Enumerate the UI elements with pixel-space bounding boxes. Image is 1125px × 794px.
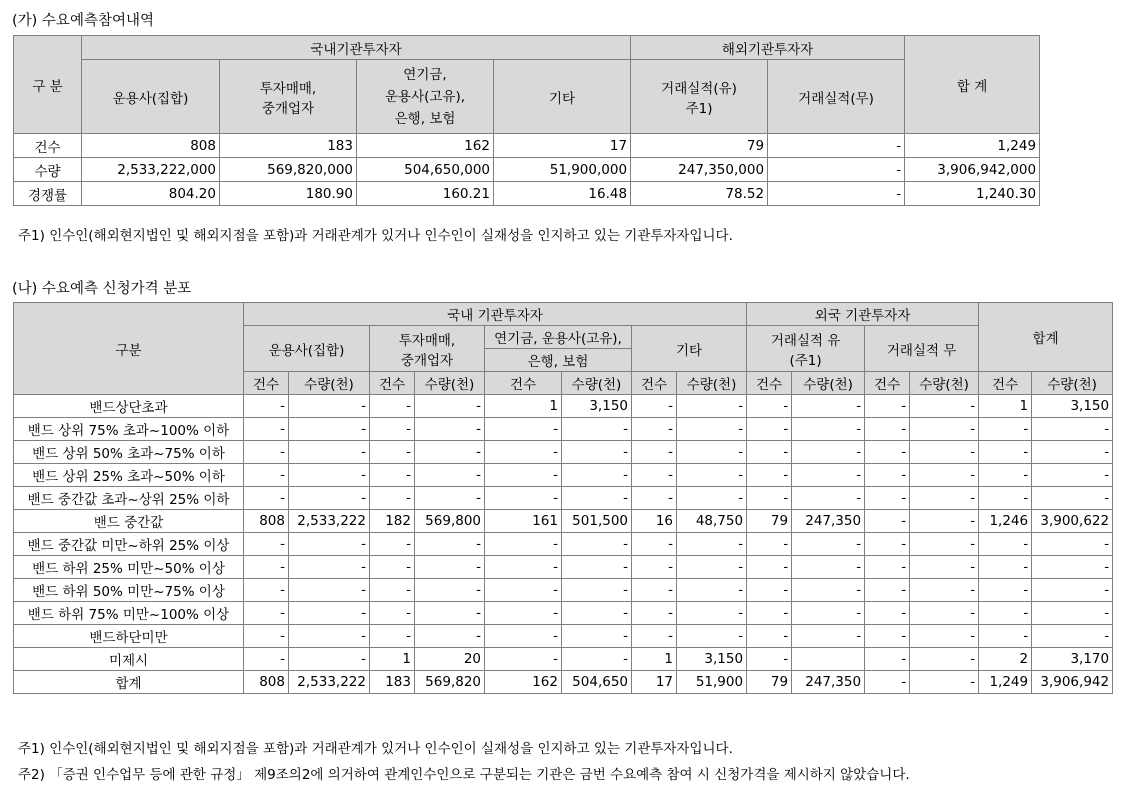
cell: 3,150 [1032, 395, 1113, 418]
subheader-qty: 수량(천) [289, 372, 370, 395]
cell: - [747, 418, 792, 441]
cell: 48,750 [677, 510, 747, 533]
table-row [14, 625, 1113, 648]
header-without-record: 거래실적 무 [865, 326, 979, 372]
cell: - [289, 602, 370, 625]
cell: - [677, 556, 747, 579]
header-broker-line1: 투자매매, [259, 80, 317, 97]
cell: - [244, 395, 289, 418]
cell: - [865, 625, 910, 648]
cell: - [865, 464, 910, 487]
cell: 808 [82, 134, 220, 158]
cell: 79 [747, 510, 792, 533]
cell: - [792, 464, 865, 487]
cell: - [485, 418, 562, 441]
table-row [14, 464, 1113, 487]
cell: 51,900 [677, 671, 747, 694]
header-category: 구분 [14, 303, 244, 395]
cell: - [632, 395, 677, 418]
header-pension-line1: 연기금, [403, 66, 447, 83]
subheader-qty: 수량(천) [415, 372, 485, 395]
cell: - [677, 625, 747, 648]
price-distribution-table [13, 302, 1113, 694]
cell: - [244, 625, 289, 648]
cell: - [1032, 464, 1113, 487]
cell: - [677, 464, 747, 487]
table-row [14, 441, 1113, 464]
cell: 2,533,222 [289, 510, 370, 533]
cell: 1 [979, 395, 1032, 418]
table-row [14, 487, 1113, 510]
cell: - [792, 602, 865, 625]
cell: - [747, 648, 792, 671]
cell: 183 [370, 671, 415, 694]
cell: - [792, 556, 865, 579]
cell: - [562, 556, 632, 579]
cell: 20 [415, 648, 485, 671]
cell: - [910, 418, 979, 441]
cell: 2,533,222 [289, 671, 370, 694]
cell: 3,906,942 [1032, 671, 1113, 694]
cell: - [485, 648, 562, 671]
cell: - [415, 487, 485, 510]
cell: - [792, 487, 865, 510]
cell: - [910, 625, 979, 648]
cell: - [1032, 579, 1113, 602]
header-broker-line2: 중개업자 [261, 100, 315, 117]
cell: - [244, 602, 289, 625]
cell: - [910, 441, 979, 464]
cell: - [562, 648, 632, 671]
cell: - [747, 625, 792, 648]
row-label: 밴드상단초과 [14, 395, 244, 418]
section1-note1: 주1) 인수인(해외현지법인 및 해외지점을 포함)과 거래관계가 있거나 인수인이 실재성을 인지하고 있는 기관투자자입니다. [18, 228, 733, 244]
cell: - [979, 441, 1032, 464]
cell: - [632, 625, 677, 648]
cell: 247,350,000 [631, 158, 768, 182]
cell: - [562, 533, 632, 556]
row-label: 밴드 상위 50% 초과~75% 이하 [14, 441, 244, 464]
cell: 2 [979, 648, 1032, 671]
cell: - [415, 441, 485, 464]
cell: - [792, 395, 865, 418]
cell: - [910, 671, 979, 694]
cell: - [865, 579, 910, 602]
header-foreign: 해외기관투자자 [631, 36, 905, 60]
cell [792, 648, 865, 671]
cell: - [768, 158, 905, 182]
cell: 504,650 [562, 671, 632, 694]
cell: 16 [632, 510, 677, 533]
header-broker [220, 60, 357, 134]
header-pension-line3: 은행, 보험 [394, 110, 456, 127]
cell: - [747, 441, 792, 464]
cell: - [865, 648, 910, 671]
row-label: 밴드 중간값 초과~상위 25% 이하 [14, 487, 244, 510]
cell: - [677, 487, 747, 510]
row-label: 밴드 하위 50% 미만~75% 이상 [14, 579, 244, 602]
cell: - [677, 579, 747, 602]
cell: - [865, 441, 910, 464]
subheader-qty: 수량(천) [910, 372, 979, 395]
cell: 1 [370, 648, 415, 671]
subheader-qty: 수량(천) [677, 372, 747, 395]
cell: - [485, 625, 562, 648]
cell: - [562, 441, 632, 464]
cell: - [415, 625, 485, 648]
cell: - [910, 395, 979, 418]
cell: - [632, 579, 677, 602]
cell: 78.52 [631, 182, 768, 206]
cell: - [792, 418, 865, 441]
subheader-qty: 수량(천) [562, 372, 632, 395]
row-label: 밴드 상위 25% 초과~50% 이하 [14, 464, 244, 487]
cell: - [865, 395, 910, 418]
cell: 79 [747, 671, 792, 694]
cell: - [677, 395, 747, 418]
cell: 3,900,622 [1032, 510, 1113, 533]
cell: - [632, 533, 677, 556]
cell: - [244, 464, 289, 487]
subheader-qty: 수량(천) [792, 372, 865, 395]
cell: - [244, 418, 289, 441]
cell: - [485, 487, 562, 510]
header-asset-manager: 운용사(집합) [244, 326, 370, 372]
table-row [14, 648, 1113, 671]
header-pension [357, 60, 494, 134]
cell: - [370, 441, 415, 464]
cell: 3,150 [562, 395, 632, 418]
cell: - [485, 602, 562, 625]
cell: 162 [357, 134, 494, 158]
subheader-count: 건수 [244, 372, 289, 395]
cell: 3,906,942,000 [905, 158, 1040, 182]
cell: - [677, 441, 747, 464]
cell: - [979, 487, 1032, 510]
cell: - [415, 533, 485, 556]
cell: - [865, 602, 910, 625]
cell: 569,820 [415, 671, 485, 694]
section1-title: (가) 수요예측참여내역 [12, 13, 154, 29]
cell: - [792, 579, 865, 602]
cell: - [632, 464, 677, 487]
cell: 808 [244, 671, 289, 694]
cell: - [562, 602, 632, 625]
cell: - [910, 602, 979, 625]
cell: - [632, 441, 677, 464]
cell: 79 [631, 134, 768, 158]
cell: - [562, 579, 632, 602]
cell: - [289, 395, 370, 418]
cell: - [485, 533, 562, 556]
cell: - [1032, 602, 1113, 625]
cell: 1 [632, 648, 677, 671]
cell: - [865, 510, 910, 533]
cell: - [979, 625, 1032, 648]
cell: - [979, 464, 1032, 487]
cell: - [865, 533, 910, 556]
cell: - [910, 533, 979, 556]
row-label: 미제시 [14, 648, 244, 671]
cell: - [289, 441, 370, 464]
cell: - [747, 395, 792, 418]
table-row [14, 158, 1040, 182]
cell: - [1032, 625, 1113, 648]
cell: - [792, 533, 865, 556]
cell: - [370, 533, 415, 556]
row-label: 경쟁률 [14, 182, 82, 206]
header-without-record: 거래실적(무) [768, 60, 905, 134]
subheader-count: 건수 [632, 372, 677, 395]
cell: - [910, 487, 979, 510]
header-domestic: 국내 기관투자자 [244, 303, 747, 326]
cell: - [865, 671, 910, 694]
cell: - [677, 533, 747, 556]
cell: - [562, 625, 632, 648]
row-label: 밴드 하위 25% 미만~50% 이상 [14, 556, 244, 579]
table-row [14, 579, 1113, 602]
header-pension-line2: 운용사(고유), [384, 88, 466, 105]
cell: 162 [485, 671, 562, 694]
cell: 1,246 [979, 510, 1032, 533]
row-label: 수량 [14, 158, 82, 182]
cell: 17 [632, 671, 677, 694]
cell: - [370, 464, 415, 487]
cell: - [244, 648, 289, 671]
cell: - [289, 648, 370, 671]
cell: - [979, 556, 1032, 579]
cell: - [1032, 418, 1113, 441]
cell: - [910, 510, 979, 533]
header-category: 구 분 [14, 36, 82, 134]
cell: 569,820,000 [220, 158, 357, 182]
cell: - [910, 464, 979, 487]
cell: - [910, 648, 979, 671]
cell: - [370, 602, 415, 625]
cell: 1,240.30 [905, 182, 1040, 206]
cell: - [370, 579, 415, 602]
section2-title: (나) 수요예측 신청가격 분포 [12, 281, 192, 297]
cell: 16.48 [494, 182, 631, 206]
cell: - [289, 579, 370, 602]
header-other: 기타 [632, 326, 747, 372]
cell: - [485, 579, 562, 602]
cell: - [747, 533, 792, 556]
header-other: 기타 [494, 60, 631, 134]
cell: - [865, 487, 910, 510]
cell: - [979, 602, 1032, 625]
table-row [14, 182, 1040, 206]
cell: - [289, 556, 370, 579]
table-row [14, 395, 1113, 418]
cell: 3,170 [1032, 648, 1113, 671]
row-label: 합계 [14, 671, 244, 694]
table-row [14, 602, 1113, 625]
cell: - [415, 579, 485, 602]
header-with-record-line1: 거래실적(유) [661, 80, 737, 97]
cell: 1,249 [905, 134, 1040, 158]
table-row [14, 510, 1113, 533]
header-with-record [631, 60, 768, 134]
row-label: 밴드하단미만 [14, 625, 244, 648]
row-label: 밴드 상위 75% 초과~100% 이하 [14, 418, 244, 441]
cell: 182 [370, 510, 415, 533]
cell: - [865, 556, 910, 579]
cell: - [792, 625, 865, 648]
cell: - [370, 556, 415, 579]
cell: 501,500 [562, 510, 632, 533]
cell: 804.20 [82, 182, 220, 206]
section2-note1: 주1) 인수인(해외현지법인 및 해외지점을 포함)과 거래관계가 있거나 인수인이 실재성을 인지하고 있는 기관투자자입니다. [18, 741, 733, 757]
cell: - [244, 441, 289, 464]
cell: 1,249 [979, 671, 1032, 694]
cell: 1 [485, 395, 562, 418]
cell: 3,150 [677, 648, 747, 671]
cell: 161 [485, 510, 562, 533]
cell: - [244, 487, 289, 510]
cell: - [747, 579, 792, 602]
cell: - [289, 487, 370, 510]
cell: - [1032, 556, 1113, 579]
row-label: 밴드 하위 75% 미만~100% 이상 [14, 602, 244, 625]
table-row [14, 533, 1113, 556]
header-broker [370, 326, 485, 372]
cell: - [747, 602, 792, 625]
cell: - [910, 579, 979, 602]
cell: - [370, 487, 415, 510]
subheader-count: 건수 [865, 372, 910, 395]
cell: 51,900,000 [494, 158, 631, 182]
cell: - [747, 556, 792, 579]
cell: 247,350 [792, 510, 865, 533]
table-row [14, 418, 1113, 441]
cell: - [370, 395, 415, 418]
cell: - [1032, 533, 1113, 556]
cell: - [289, 464, 370, 487]
cell: 180.90 [220, 182, 357, 206]
cell: - [1032, 487, 1113, 510]
cell: - [865, 418, 910, 441]
cell: - [768, 182, 905, 206]
header-total: 합 계 [905, 36, 1040, 134]
header-with-record [747, 326, 865, 372]
cell: - [485, 464, 562, 487]
header-pension-line2: 은행, 보험 [485, 349, 632, 372]
cell: - [979, 579, 1032, 602]
section2-note2: 주2) 「증권 인수업무 등에 관한 규정」 제9조의2에 의거하여 관계인수인으로 구분되는 기관은 금번 수요예측 참여 시 신청가격을 제시하지 않았습니다. [18, 767, 910, 783]
table-row [14, 671, 1113, 694]
cell: - [562, 487, 632, 510]
cell: - [415, 395, 485, 418]
demand-forecast-participation-table [13, 35, 1040, 206]
cell: - [370, 625, 415, 648]
table-row [14, 134, 1040, 158]
cell: - [632, 418, 677, 441]
subheader-count: 건수 [485, 372, 562, 395]
cell: - [289, 625, 370, 648]
row-label: 밴드 중간값 [14, 510, 244, 533]
cell: - [677, 602, 747, 625]
table-row [14, 556, 1113, 579]
cell: - [747, 487, 792, 510]
subheader-qty: 수량(천) [1032, 372, 1113, 395]
row-label: 밴드 중간값 미만~하위 25% 이상 [14, 533, 244, 556]
cell: - [485, 556, 562, 579]
cell: - [768, 134, 905, 158]
header-pension-line1: 연기금, 운용사(고유), [485, 326, 632, 349]
subheader-count: 건수 [747, 372, 792, 395]
cell: 17 [494, 134, 631, 158]
cell: 2,533,222,000 [82, 158, 220, 182]
cell: - [244, 533, 289, 556]
cell: - [415, 602, 485, 625]
header-broker-line2: 중개업자 [400, 352, 454, 369]
cell: 504,650,000 [357, 158, 494, 182]
header-asset-manager: 운용사(집합) [82, 60, 220, 134]
header-domestic: 국내기관투자자 [82, 36, 631, 60]
cell: 569,800 [415, 510, 485, 533]
cell: - [485, 441, 562, 464]
header-broker-line1: 투자매매, [398, 332, 456, 349]
cell: - [370, 418, 415, 441]
cell: - [792, 441, 865, 464]
cell: 247,350 [792, 671, 865, 694]
cell: - [632, 556, 677, 579]
cell: - [415, 418, 485, 441]
cell: - [244, 556, 289, 579]
cell: - [677, 418, 747, 441]
cell: - [244, 579, 289, 602]
header-with-record-line2: (주1) [789, 352, 822, 369]
cell: - [415, 464, 485, 487]
header-with-record-line1: 거래실적 유 [770, 332, 841, 349]
header-with-record-line2: 주1) [685, 100, 713, 117]
cell: - [979, 533, 1032, 556]
cell: 160.21 [357, 182, 494, 206]
cell: - [562, 464, 632, 487]
subheader-count: 건수 [979, 372, 1032, 395]
cell: - [1032, 441, 1113, 464]
cell: 183 [220, 134, 357, 158]
cell: - [910, 556, 979, 579]
cell: - [632, 602, 677, 625]
row-label: 건수 [14, 134, 82, 158]
cell: - [289, 418, 370, 441]
subheader-count: 건수 [370, 372, 415, 395]
cell: - [747, 464, 792, 487]
cell: - [562, 418, 632, 441]
cell: - [415, 556, 485, 579]
cell: - [979, 418, 1032, 441]
cell: - [289, 533, 370, 556]
header-foreign: 외국 기관투자자 [747, 303, 979, 326]
cell: - [632, 487, 677, 510]
header-total: 합계 [979, 303, 1113, 372]
cell: 808 [244, 510, 289, 533]
